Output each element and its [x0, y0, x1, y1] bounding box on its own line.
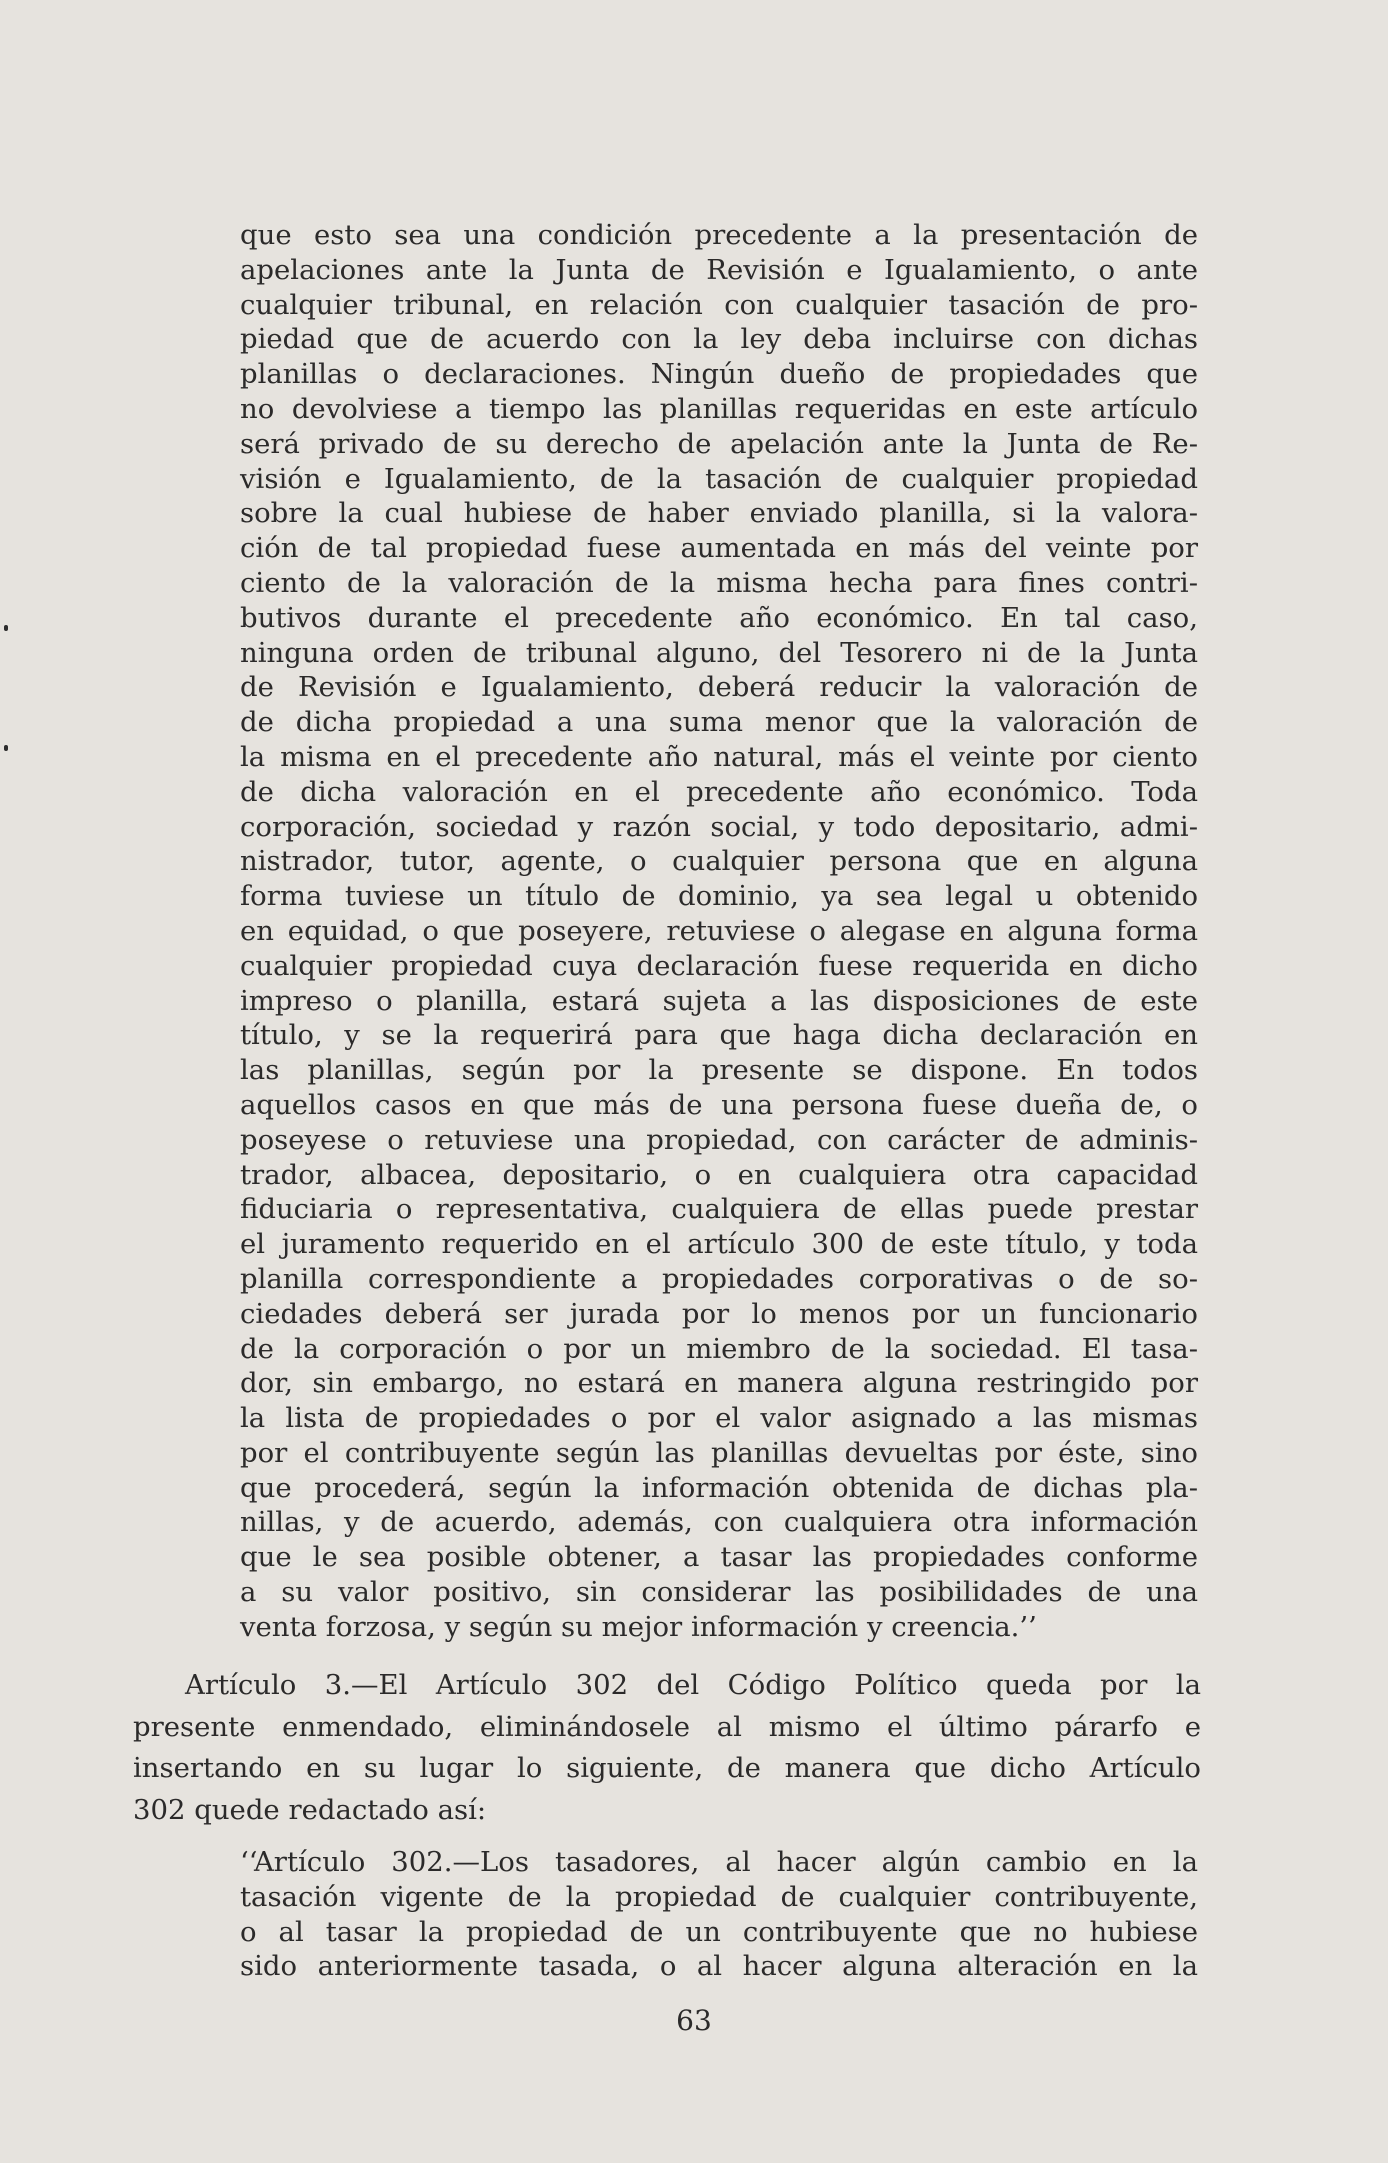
text-line: ‘‘Artículo 302.—Los tasadores, al hacer algún cambio en la: [240, 1846, 1198, 1878]
text-line: por el contribuyente según las planillas devueltas por éste, sino: [240, 1436, 1198, 1469]
text-line: aquellos casos en que más de una persona fuese dueña de, o: [240, 1088, 1198, 1121]
text-line: insertando en su lugar lo siguiente, de manera que dicho Artículo: [133, 1752, 1201, 1784]
text-line: venta forzosa, y según su mejor información y creencia.’’: [240, 1610, 1037, 1643]
text-line: poseyese o retuviese una propiedad, con carácter de adminis-: [240, 1123, 1198, 1156]
text-line: la misma en el precedente año natural, más el veinte por ciento: [240, 740, 1198, 773]
text-line: de la corporación o por un miembro de la sociedad. El tasa-: [240, 1332, 1198, 1365]
text-line: Artículo 3.—El Artículo 302 del Código Político queda por la: [185, 1669, 1201, 1701]
text-line: el juramento requerido en el artículo 300 de este título, y toda: [240, 1228, 1198, 1261]
text-line: planillas o declaraciones. Ningún dueño de propiedades que: [240, 358, 1198, 391]
text-line: nistrador, tutor, agente, o cualquier persona que en alguna: [240, 845, 1198, 878]
text-line: ción de tal propiedad fuese aumentada en más del veinte por: [240, 532, 1198, 565]
text-line: cualquier tribunal, en relación con cualquier tasación de pro-: [240, 288, 1198, 321]
text-line: nillas, y de acuerdo, además, con cualquiera otra información: [240, 1506, 1198, 1539]
text-line: cualquier propiedad cuya declaración fuese requerida en dicho: [240, 949, 1198, 982]
text-line: sobre la cual hubiese de haber enviado planilla, si la valora-: [240, 497, 1198, 530]
text-line: tasación vigente de la propiedad de cualquier contribuyente,: [240, 1880, 1198, 1913]
scan-speck: [4, 745, 8, 751]
quoted-article-continuation: [240, 218, 1198, 1645]
page-number: 63: [676, 2004, 712, 2037]
text-line: que le sea posible obtener, a tasar las propiedades conforme: [240, 1541, 1198, 1574]
text-line: no devolviese a tiempo las planillas requeridas en este artículo: [240, 392, 1198, 425]
text-line: corporación, sociedad y razón social, y todo depositario, admi-: [240, 810, 1198, 843]
text-line: visión e Igualamiento, de la tasación de cualquier propiedad: [240, 462, 1198, 495]
text-line: butivos durante el precedente año económico. En tal caso,: [240, 601, 1198, 634]
text-line: a su valor positivo, sin considerar las posibilidades de una: [240, 1576, 1198, 1609]
text-line: que procederá, según la información obtenida de dichas pla-: [240, 1471, 1198, 1504]
text-line: sido anteriormente tasada, o al hacer alguna alteración en la: [240, 1950, 1198, 1983]
text-line: de Revisión e Igualamiento, deberá reducir la valoración de: [240, 671, 1198, 704]
text-line: piedad que de acuerdo con la ley deba incluirse con dichas: [240, 323, 1198, 356]
text-line: dor, sin embargo, no estará en manera alguna restringido por: [240, 1367, 1198, 1400]
text-line: la lista de propiedades o por el valor asignado a las mismas: [240, 1402, 1198, 1435]
text-line: de dicha propiedad a una suma menor que la valoración de: [240, 706, 1198, 739]
text-line: que esto sea una condición precedente a la presentación de: [240, 219, 1198, 251]
quoted-article-302: [240, 1845, 1198, 1984]
text-line: ciedades deberá ser jurada por lo menos por un funcionario: [240, 1297, 1198, 1330]
text-line: título, y se la requerirá para que haga dicha declaración en: [240, 1019, 1198, 1052]
article-3-paragraph: [133, 1665, 1201, 1831]
text-line: fiduciaria o representativa, cualquiera de ellas puede prestar: [240, 1193, 1198, 1226]
text-line: 302 quede redactado así:: [133, 1793, 487, 1826]
scan-speck: [4, 625, 8, 631]
text-line: será privado de su derecho de apelación ante la Junta de Re-: [240, 427, 1198, 460]
text-line: planilla correspondiente a propiedades corporativas o de so-: [240, 1262, 1198, 1295]
text-line: ciento de la valoración de la misma hecha para fines contri-: [240, 566, 1198, 599]
text-line: en equidad, o que poseyere, retuviese o alegase en alguna forma: [240, 914, 1198, 947]
text-line: apelaciones ante la Junta de Revisión e Igualamiento, o ante: [240, 253, 1198, 286]
text-line: de dicha valoración en el precedente año económico. Toda: [240, 775, 1198, 808]
text-line: trador, albacea, depositario, o en cualquiera otra capacidad: [240, 1158, 1198, 1191]
text-line: ninguna orden de tribunal alguno, del Tesorero ni de la Junta: [240, 636, 1198, 669]
text-line: impreso o planilla, estará sujeta a las disposiciones de este: [240, 984, 1198, 1017]
text-line: presente enmendado, eliminándosele al mismo el último párarfo e: [133, 1710, 1201, 1743]
text-line: forma tuviese un título de dominio, ya sea legal u obtenido: [240, 880, 1198, 913]
text-line: o al tasar la propiedad de un contribuyente que no hubiese: [240, 1915, 1198, 1948]
text-line: las planillas, según por la presente se dispone. En todos: [240, 1054, 1198, 1087]
